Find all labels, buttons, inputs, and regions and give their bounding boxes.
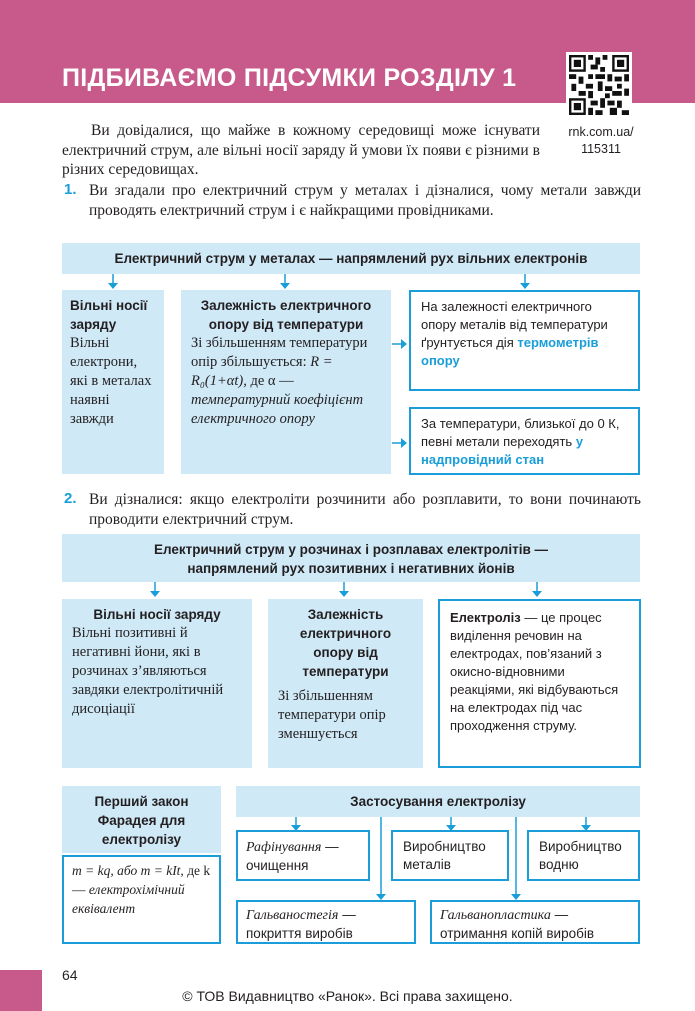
faraday-formula-box bbox=[62, 855, 221, 944]
faraday-law-box bbox=[62, 786, 221, 853]
metals-current-definition: Електричний струм у металах — напрямлений рух вільних електронів bbox=[114, 251, 588, 266]
galvanoplasty-term: Гальванопластика bbox=[440, 908, 551, 923]
galvanoplasty-box bbox=[430, 900, 640, 944]
metals-production-text: Виробництво металів bbox=[403, 839, 486, 872]
thermometer-box bbox=[409, 290, 640, 391]
item-1-text: Ви згадали про електричний струм у металах і дізналися, чому метали завжди проводять електричний струм і є найкращими провідниками. bbox=[89, 182, 641, 219]
arrow-right-icon bbox=[392, 337, 408, 351]
applications-bar bbox=[236, 786, 640, 817]
faraday-formula: m = kq, або m = kIt, bbox=[72, 863, 184, 878]
faraday-equivalent-text: електрохімічний еквівалент bbox=[72, 882, 185, 916]
electrolyte-carriers-box bbox=[62, 599, 252, 768]
applications-title: Застосування електролізу bbox=[350, 794, 526, 809]
qr-code-graphic bbox=[569, 55, 629, 115]
metals-carriers-box bbox=[62, 290, 164, 474]
galvanostegy-text: — покриття виробів bbox=[246, 907, 356, 941]
electrolyte-current-bar bbox=[62, 534, 640, 582]
faraday-where-text: де k — bbox=[72, 863, 211, 897]
electrolyte-bar-line-1: Електричний струм у розчинах і розплавах електролітів — bbox=[153, 542, 549, 557]
intro-paragraph: Ви довідалися, що майже в кожному середовищі може існувати електричний струм, але вільні носії заряду й умови їх появи є різними в різних середовищах. bbox=[62, 122, 540, 178]
electrolysis-text: — це процес виділення речовин на електродах, пов’язаний з окисно-відновними реакціями, які відбуваються на електродах під час проходження струму. bbox=[450, 610, 619, 733]
electrolyte-carriers-title: Вільні носії заряду bbox=[93, 607, 221, 622]
footer-divider bbox=[0, 968, 42, 970]
metals-dependence-title: Залежність електричного опору від температури bbox=[200, 298, 372, 332]
thermometer-link[interactable]: термометрів опору bbox=[421, 335, 599, 368]
electrolyte-dependence-text: Зі збільшенням температури опір зменшується bbox=[278, 688, 386, 742]
galvanostegy-box bbox=[236, 900, 416, 944]
galvanostegy-term: Гальваностегія bbox=[246, 908, 339, 923]
metals-dependence-text: Зі збільшенням температури опір збільшується: bbox=[191, 335, 368, 370]
hydrogen-production-box bbox=[527, 830, 640, 881]
electrolysis-term: Електроліз bbox=[450, 610, 521, 625]
metals-current-bar bbox=[62, 243, 640, 274]
metals-dependence-box bbox=[181, 290, 391, 474]
item-2-number: 2. bbox=[64, 490, 77, 507]
item-1-number: 1. bbox=[64, 181, 77, 198]
electrolyte-dependence-box bbox=[268, 599, 423, 768]
metals-carriers-title: Вільні носії заряду bbox=[70, 298, 148, 332]
qr-code-number[interactable]: 115311 bbox=[581, 142, 621, 156]
galvanoplasty-text: — отримання копій виробів bbox=[440, 907, 595, 941]
metals-resistance-formula: R = R₀(1+αt), bbox=[191, 354, 333, 389]
refining-text: — очищення bbox=[246, 839, 339, 873]
arrow-down-icon bbox=[518, 274, 532, 290]
copyright-notice: © ТОВ Видавництво «Ранок». Всі права захищено. bbox=[182, 988, 513, 1004]
electrolysis-definition-box bbox=[438, 599, 641, 768]
qr-link-text[interactable]: rnk.com.ua/ bbox=[568, 125, 634, 139]
metals-temp-coefficient: температурний коефіцієнт електричного опору bbox=[191, 392, 364, 427]
superconductivity-text: За температури, близької до 0 К, певні метали переходять bbox=[421, 416, 620, 449]
electrolyte-carriers-text: Вільні позитивні й негативні йони, які в розчинах з’являються завдяки електролітичній дисоціації bbox=[72, 625, 224, 717]
item-2-text: Ви дізналися: якщо електроліти розчинити або розплавити, то вони починають проводити електричний струм. bbox=[89, 491, 641, 528]
section-title: ПІДБИВАЄМО ПІДСУМКИ РОЗДІЛУ 1 bbox=[62, 64, 517, 92]
thermometer-text: На залежності електричного опору металів від температури ґрунтується дія bbox=[421, 299, 608, 350]
hydrogen-production-text: Виробництво водню bbox=[539, 839, 622, 872]
arrow-down-icon bbox=[278, 274, 292, 290]
superconductivity-box bbox=[409, 407, 640, 475]
arrow-down-icon bbox=[106, 274, 120, 290]
metals-carriers-text: Вільні електрони, які в металах наявні завжди bbox=[70, 335, 152, 427]
electrolyte-bar-line-2: напрямлений рух позитивних і негативних йонів bbox=[187, 561, 515, 576]
faraday-law-title: Перший закон Фарадея для електролізу bbox=[94, 794, 189, 847]
page-number: 64 bbox=[62, 967, 78, 983]
metals-production-box bbox=[391, 830, 509, 881]
arrow-right-icon bbox=[392, 436, 408, 450]
refining-term: Рафінування bbox=[246, 840, 322, 855]
qr-code-icon[interactable] bbox=[566, 52, 632, 118]
arrow-down-icon bbox=[337, 582, 351, 598]
arrow-down-icon bbox=[148, 582, 162, 598]
refining-box bbox=[236, 830, 370, 881]
metals-where-text: де α — bbox=[250, 373, 294, 389]
arrow-down-icon bbox=[530, 582, 544, 598]
electrolyte-dependence-title: Залежність електричного опору від температури bbox=[299, 607, 392, 679]
superconductivity-link[interactable]: у надпровідний стан bbox=[421, 434, 584, 467]
qr-caption[interactable] bbox=[556, 124, 646, 158]
